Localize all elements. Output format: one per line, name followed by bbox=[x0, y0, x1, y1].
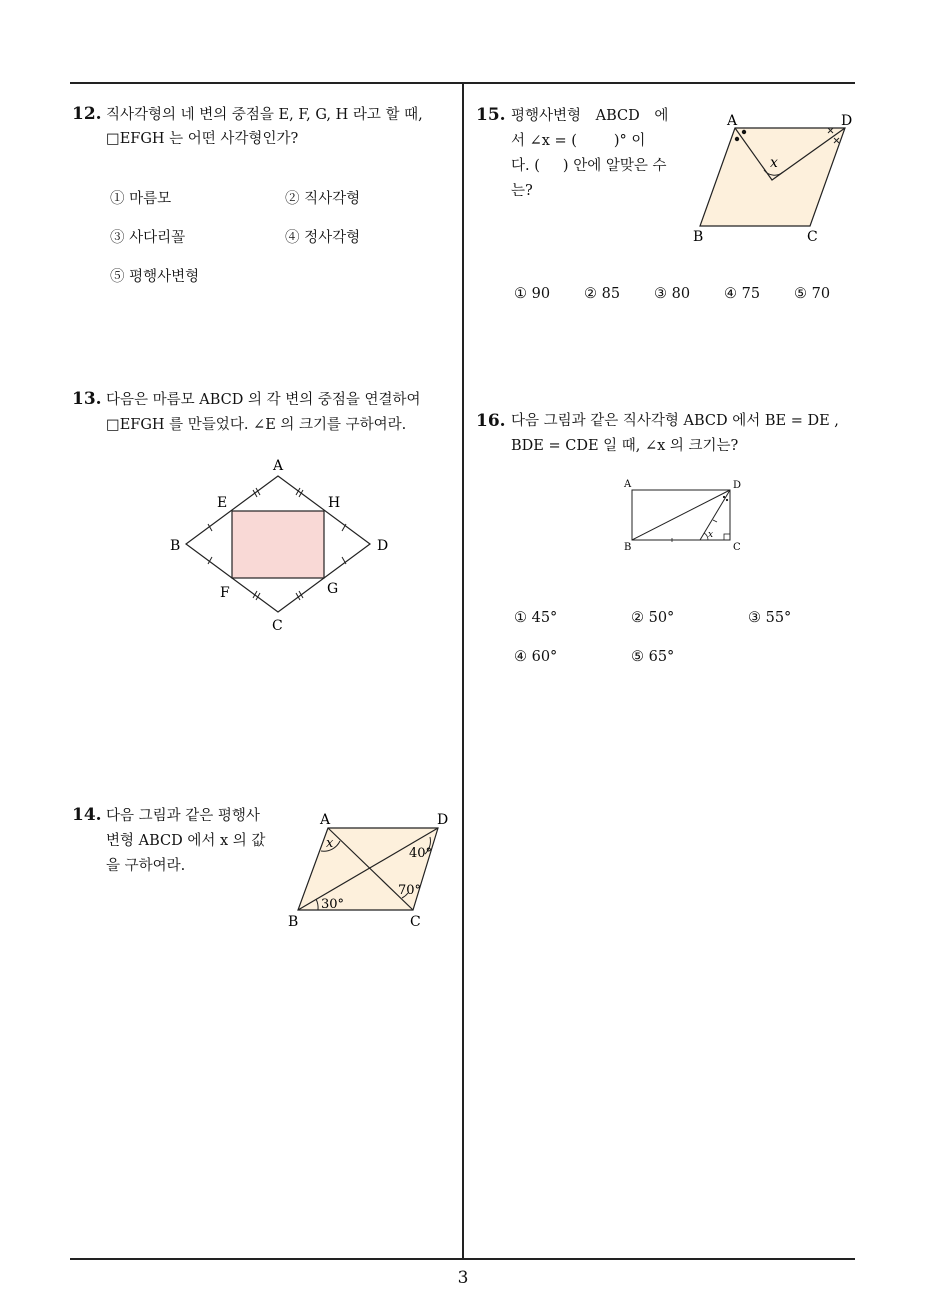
q15-parallelogram-figure bbox=[690, 108, 865, 248]
q15-choice-4[interactable]: ④ 75 bbox=[724, 286, 761, 302]
q12-choice-1[interactable]: ① 마름모 bbox=[110, 191, 172, 207]
q12-choice-3[interactable]: ③ 사다리꼴 bbox=[110, 230, 186, 246]
q14-number: 14. bbox=[72, 805, 102, 825]
q15-choice-3[interactable]: ③ 80 bbox=[654, 286, 691, 302]
q15-label-A: A bbox=[727, 113, 738, 129]
q15-label-B: B bbox=[693, 229, 704, 245]
q16-text-line1: 다음 그림과 같은 직사각형 ABCD 에서 BE = DE , bbox=[511, 413, 839, 429]
q16-label-D: D bbox=[733, 480, 742, 491]
q14-text-line3: 을 구하여라. bbox=[106, 858, 186, 874]
q15-text-line2: 서 ∠x = ( )° 이 bbox=[511, 133, 646, 149]
q13-text-line1: 다음은 마름모 ABCD 의 각 변의 중점을 연결하여 bbox=[106, 392, 421, 408]
q14-label-30: 30° bbox=[321, 897, 345, 912]
q12-choice-2[interactable]: ② 직사각형 bbox=[285, 191, 361, 207]
q12-choice-5[interactable]: ⑤ 평행사변형 bbox=[110, 269, 200, 285]
q14-text-line2: 변형 ABCD 에서 x 의 값 bbox=[106, 833, 266, 849]
q15-text-line1: 평행사변형 ABCD 에 bbox=[511, 108, 669, 124]
q15-choice-1[interactable]: ① 90 bbox=[514, 286, 551, 302]
q14-label-70: 70° bbox=[398, 883, 422, 898]
q15-label-C: C bbox=[807, 229, 818, 245]
column-divider bbox=[462, 82, 464, 1258]
q15-text-line4: 는? bbox=[511, 183, 533, 199]
q15-choice-5[interactable]: ⑤ 70 bbox=[794, 286, 831, 302]
q13-label-A: A bbox=[273, 458, 284, 474]
q16-choice-2[interactable]: ② 50° bbox=[631, 610, 675, 626]
q16-number: 16. bbox=[476, 411, 506, 431]
q12-number: 12. bbox=[72, 104, 102, 124]
q16-choice-3[interactable]: ③ 55° bbox=[748, 610, 792, 626]
q15-label-D: D bbox=[841, 113, 853, 129]
q14-label-C: C bbox=[410, 914, 421, 930]
q13-label-D: D bbox=[377, 538, 389, 554]
q16-label-A: A bbox=[624, 479, 632, 490]
q13-label-F: F bbox=[220, 585, 230, 601]
q14-parallelogram-figure bbox=[280, 808, 460, 933]
q12-text-line2: □EFGH 는 어떤 사각형인가? bbox=[106, 131, 299, 147]
q16-choice-4[interactable]: ④ 60° bbox=[514, 649, 558, 665]
q15-choice-2[interactable]: ② 85 bbox=[584, 286, 621, 302]
q14-label-40: 40° bbox=[409, 846, 433, 861]
q15-label-x: x bbox=[770, 155, 778, 171]
q13-rhombus-figure bbox=[160, 450, 400, 640]
q14-label-A: A bbox=[320, 812, 331, 828]
q13-label-G: G bbox=[327, 581, 339, 597]
q15-number: 15. bbox=[476, 105, 506, 125]
q15-parallelogram bbox=[700, 128, 845, 226]
q16-label-x: x bbox=[708, 530, 714, 540]
q14-label-x: x bbox=[326, 836, 334, 851]
q13-label-C: C bbox=[272, 618, 283, 634]
q12-text-line1: 직사각형의 네 변의 중점을 E, F, G, H 라고 할 때, bbox=[106, 107, 423, 123]
q12-choice-4[interactable]: ④ 정사각형 bbox=[285, 230, 361, 246]
q16-choice-5[interactable]: ⑤ 65° bbox=[631, 649, 675, 665]
q14-label-B: B bbox=[288, 914, 299, 930]
q14-text-line1: 다음 그림과 같은 평행사 bbox=[106, 808, 260, 824]
page-number: 3 bbox=[457, 1268, 469, 1288]
q15-text-line3: 다. ( ) 안에 알맞은 수 bbox=[511, 158, 667, 174]
q16-label-B: B bbox=[624, 542, 632, 553]
q13-text-line2: □EFGH 를 만들었다. ∠E 의 크기를 구하여라. bbox=[106, 417, 407, 433]
bottom-rule bbox=[70, 1258, 855, 1260]
q13-efgh-rect bbox=[232, 511, 324, 578]
q16-rectangle-figure bbox=[618, 476, 753, 556]
q16-choice-1[interactable]: ① 45° bbox=[514, 610, 558, 626]
q16-label-C: C bbox=[733, 542, 741, 553]
q13-label-E: E bbox=[217, 495, 228, 511]
q16-text-line2: BDE = CDE 일 때, ∠x 의 크기는? bbox=[511, 438, 739, 454]
q13-number: 13. bbox=[72, 389, 102, 409]
q13-label-B: B bbox=[170, 538, 181, 554]
q13-label-H: H bbox=[328, 495, 341, 511]
q14-label-D: D bbox=[437, 812, 449, 828]
